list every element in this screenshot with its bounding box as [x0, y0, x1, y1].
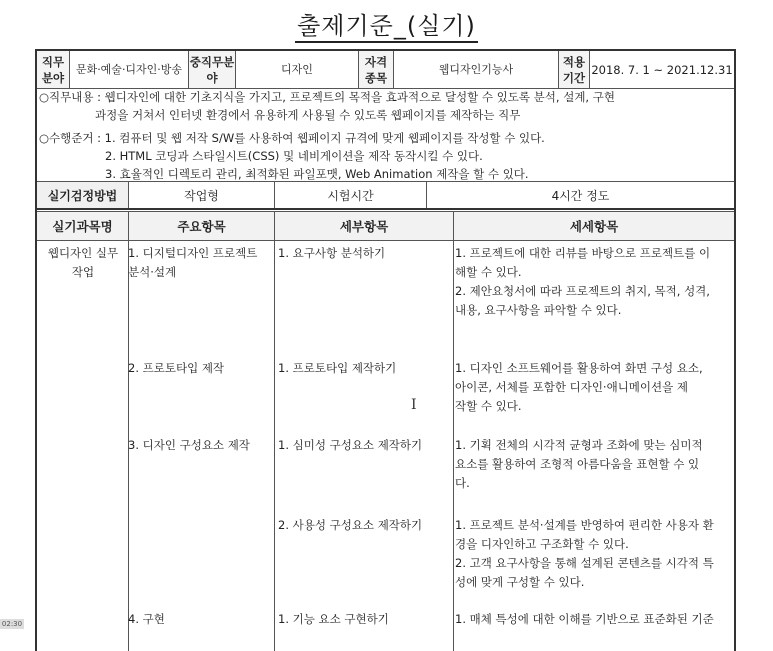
sub-item: 1. 요구사항 분석하기	[278, 246, 386, 260]
time-value: 4시간 정도	[551, 188, 610, 203]
column-divider	[453, 241, 454, 651]
col-sub: 세부항목	[275, 212, 454, 241]
video-timestamp: 02:30	[1, 620, 23, 628]
cert-value: 웹디자인기능사	[394, 51, 559, 89]
page-title: 출제기준_(실기)	[0, 6, 773, 41]
detail-item: 1. 매체 특성에 대한 이해를 기반으로 표준화된 기준	[455, 612, 714, 626]
col-detail: 세세항목	[569, 219, 619, 234]
sub-item: 1. 기능 요소 구현하기	[278, 612, 389, 626]
subject-cell: 웹디자인 실무 작업	[47, 246, 119, 279]
cert-label: 자격 종목	[359, 51, 394, 89]
detail-item: 2. 제안요청서에 따라 프로젝트의 취지, 목적, 성격, 내용, 요구사항을 파악할 수 있다.	[455, 284, 710, 317]
mid-area-label: 중직무분 야	[189, 51, 236, 89]
job-area-value: 문화·예술·디자인·방송	[70, 51, 189, 89]
time-label: 시험시간	[275, 182, 427, 209]
detail-item: 1. 프로젝트에 대한 리뷰를 바탕으로 프로젝트를 이 해할 수 있다.	[455, 246, 711, 279]
period-value: 2018. 7. 1 ~ 2021.12.31	[590, 51, 735, 89]
column-header	[37, 211, 734, 241]
duty-line: ○직무내용 : 웹디자인에 대한 기초지식을 가지고, 프로젝트의 목적을 효과적으로 달성할 수 있도록 분석, 설계, 구현	[39, 90, 615, 104]
main-item: 2. 프로토타입 제작	[128, 361, 225, 375]
detail-item: 1. 기획 전체의 시각적 균형과 조화에 맞는 심미적 요소를 활용하여 조형적 아름다움을 표현할 수 있 다.	[455, 438, 703, 490]
info-header	[37, 51, 734, 89]
sub-item: 1. 프로토타입 제작하기	[278, 361, 397, 375]
detail-item: 2. 고객 요구사항을 통해 설계된 콘텐츠를 시각적 특 성에 맞게 구성할 수 있다.	[455, 556, 714, 589]
job-area-label: 직무 분야	[37, 51, 70, 89]
criteria-line: ○수행준거 : 1. 컴퓨터 및 웹 저작 S/W를 사용하여 웹페이지 규격에 맞게 웹페이지를 작성할 수 있다.	[39, 131, 545, 145]
sub-item: 1. 심미성 구성요소 제작하기	[278, 438, 423, 452]
method-label: 실기검정방법	[37, 182, 129, 209]
mid-area-value: 디자인	[236, 51, 359, 89]
exam-standard-table	[35, 49, 736, 651]
main-item: 3. 디자인 구성요소 제작	[128, 438, 250, 452]
text-cursor-icon: I	[411, 397, 417, 413]
main-item: 4. 구현	[128, 612, 165, 626]
col-subject: 실기과목명	[37, 212, 129, 241]
sub-item: 2. 사용성 구성요소 제작하기	[278, 518, 423, 532]
column-divider	[274, 241, 275, 651]
method-value: 작업형	[129, 182, 275, 209]
criteria-line: 3. 효율적인 디렉토리 관리, 최적화된 파일포맷, Web Animation 제작을 할 수 있다.	[105, 167, 529, 181]
main-item: 1. 디지털디자인 프로젝트 분석·설계	[128, 246, 258, 279]
duty-line: 과정을 거쳐서 인터넷 환경에서 유용하게 사용될 수 있도록 웹페이지를 제작하는 직무	[95, 108, 521, 122]
duty-description	[37, 89, 734, 182]
detail-item: 1. 프로젝트 분석·설계를 반영하여 편리한 사용자 환 경을 디자인하고 구조화할 수 있다.	[455, 518, 714, 551]
exam-method-row	[37, 182, 734, 210]
criteria-line: 2. HTML 코딩과 스타일시트(CSS) 및 네비게이션을 제작 동작시킬 수 있다.	[105, 149, 483, 163]
detail-item: 1. 디자인 소프트웨어를 활용하여 화면 구성 요소, 아이콘, 서체를 포함한 디자인·애니메이션을 제 작할 수 있다.	[455, 361, 703, 413]
col-main: 주요항목	[129, 212, 275, 241]
period-label: 적용 기간	[559, 51, 590, 89]
